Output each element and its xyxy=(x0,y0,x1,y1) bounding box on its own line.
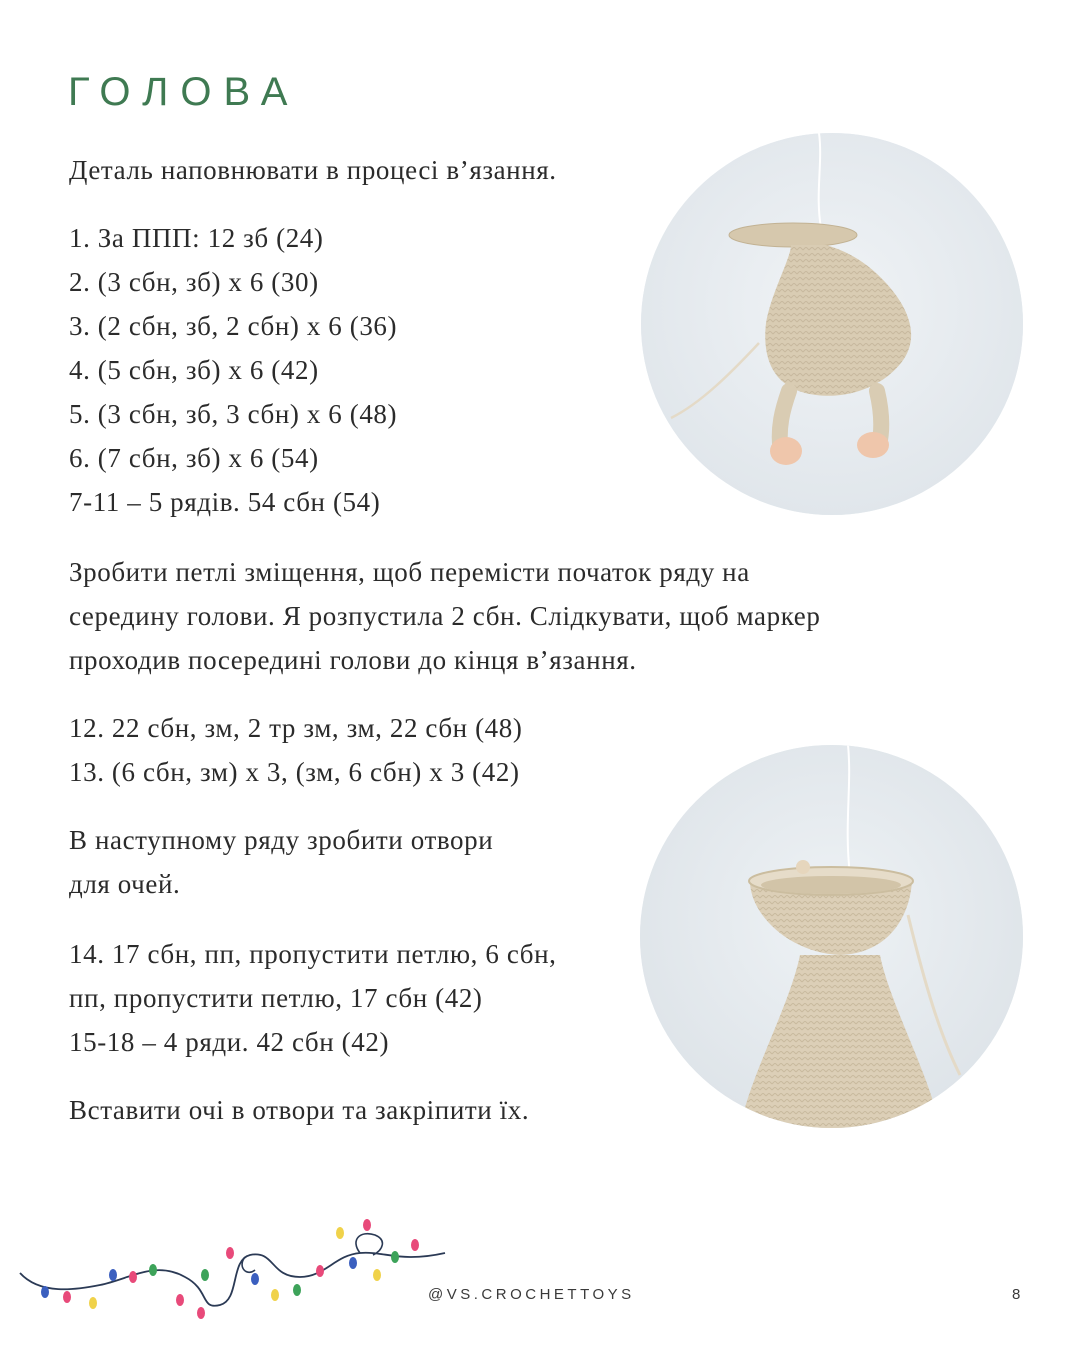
string-lights-icon xyxy=(15,1215,455,1325)
row-3: 3. (2 сбн, зб, 2 сбн) х 6 (36) xyxy=(69,311,398,341)
row-6: 6. (7 сбн, зб) х 6 (54) xyxy=(69,443,319,473)
row-14-continued: пп, пропустити петлю, 17 сбн (42) xyxy=(69,983,483,1013)
page-title: ГОЛОВА xyxy=(68,70,300,114)
row-12: 12. 22 сбн, зм, 2 тр зм, зм, 22 сбн (48) xyxy=(69,713,523,743)
row-13: 13. (6 сбн, зм) х 3, (зм, 6 сбн) х 3 (42) xyxy=(69,757,520,787)
row-14: 14. 17 сбн, пп, пропустити петлю, 6 сбн, xyxy=(69,939,557,969)
row-4: 4. (5 сбн, зб) х 6 (42) xyxy=(69,355,319,385)
string-lights-decoration xyxy=(15,1215,455,1330)
crochet-head-in-progress-photo xyxy=(640,745,1023,1128)
shift-note-line: Зробити петлі зміщення, щоб перемісти початок ряду на xyxy=(69,557,750,587)
rows-list-1 xyxy=(69,216,397,524)
row-5: 5. (3 сбн, зб, 3 сбн) х 6 (48) xyxy=(69,399,398,429)
row-15-18: 15-18 – 4 ряди. 42 сбн (42) xyxy=(69,1027,390,1057)
shift-note-line: проходив посередині голови до кінця в’язання. xyxy=(69,645,637,675)
rows-list-3 xyxy=(69,932,556,1064)
rows-list-2 xyxy=(69,706,522,794)
intro-text xyxy=(69,148,557,192)
row-2: 2. (3 сбн, зб) х 6 (30) xyxy=(69,267,319,297)
row-1: 1. За ППП: 12 зб (24) xyxy=(69,223,324,253)
shift-note-line: середину голови. Я розпустила 2 сбн. Слідкувати, щоб маркер xyxy=(69,601,821,631)
eyes-note-line: для очей. xyxy=(69,869,181,899)
eyes-note-line: В наступному ряду зробити отвори xyxy=(69,825,494,855)
eyes-note xyxy=(69,818,493,906)
crochet-head-illustration xyxy=(640,745,1023,1128)
crochet-body-with-legs-photo xyxy=(641,133,1023,515)
intro-line: Деталь наповнювати в процесі в’язання. xyxy=(69,155,557,185)
final-note-line: Вставити очі в отвори та закріпити їх. xyxy=(69,1095,530,1125)
footer-handle: @VS.CROCHETTOYS xyxy=(428,1286,635,1303)
crochet-body-illustration xyxy=(641,133,1023,515)
page-number: 8 xyxy=(1012,1286,1021,1303)
final-note xyxy=(69,1088,529,1132)
shift-note xyxy=(69,550,820,682)
row-7-11: 7-11 – 5 рядів. 54 сбн (54) xyxy=(69,487,381,517)
